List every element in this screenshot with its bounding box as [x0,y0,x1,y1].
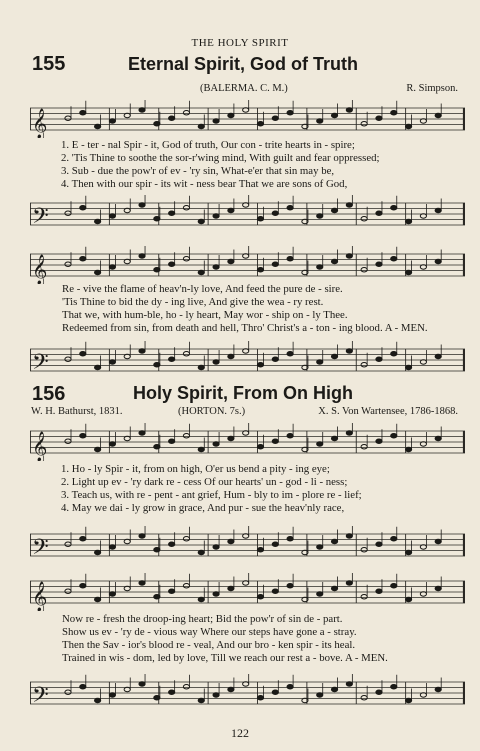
lyric-line: Trained in wis - dom, led by love, Till we reach our rest a - bove. A - MEN. [62,652,388,664]
staff-lines [30,246,465,284]
music-staff [30,195,465,233]
lyric-line: Re - vive the flame of heav'n-ly love, And feed the pure de - sire. [62,283,343,295]
lyric-line: 4. Then with our spir - its wit - ness bear That we are sons of God, [61,178,348,190]
lyric-line: Show us ev - 'ry de - vious way Where our steps have gone a - stray. [62,626,357,638]
lyric-line: Redeemed from sin, from death and hell, Thro' Christ's a - ton - ing blood. A - MEN. [62,322,428,334]
lyric-line: 1. E - ter - nal Spir - it, God of truth, Our con - trite hearts in - spire; [61,139,355,151]
lyric-line: Now re - fresh the droop-ing heart; Bid the pow'r of sin de - part. [62,613,343,625]
lyric-line: 3. Teach us, with re - pent - ant grief, Hum - bly to im - plore re - lief; [61,489,362,501]
music-staff [30,246,465,284]
hymn-title: Eternal Spirit, God of Truth [128,54,359,74]
music-staff [30,674,465,712]
svg-text:𝄢: 𝄢 [32,350,49,379]
verse-block [62,613,472,665]
music-staff [30,100,465,138]
lyric-line: 'Tis Thine to bid the dy - ing live, And give the wea - ry rest. [62,296,324,308]
lyric-line: 2. Light up ev - 'ry dark re - cess Of our hearts' un - god - li - ness; [61,476,348,488]
lyric-line: 1. Ho - ly Spir - it, from on high, O'er us bend a pity - ing eye; [61,463,330,475]
hymn-title: Holy Spirit, From On High [133,383,353,403]
hymn-number: 155 [32,53,66,75]
hymn-number: 156 [32,383,66,405]
staff-lines [30,423,465,461]
staff-lines [30,195,465,233]
staff-lines [30,341,465,379]
svg-text:𝄢: 𝄢 [32,683,49,712]
lyric-line: 3. Sub - due the pow'r of ev - 'ry sin, What-e'er that sin may be, [61,165,335,177]
music-staff [30,526,465,564]
svg-text:𝄞: 𝄞 [32,582,48,611]
lyric-line: Then the Sav - ior's blood re - veal, And our bro - ken spir - its heal. [62,639,356,651]
lyric-line: 4. May we dai - ly grow in grace, And pur - sue the heav'nly race, [61,502,345,514]
svg-text:𝄞: 𝄞 [32,255,48,284]
tune-name: (BALERMA. C. M.) [200,83,288,94]
page-number: 122 [231,726,249,740]
verse-block [61,463,471,515]
lyric-line: 2. 'Tis Thine to soothe the sor-r'wing mind, With guilt and fear oppressed; [61,152,380,164]
author-credit: R. Simpson. [406,83,458,94]
svg-text:𝄢: 𝄢 [32,535,49,564]
svg-text:𝄢: 𝄢 [32,204,49,233]
staff-lines [30,100,465,138]
svg-text:𝄞: 𝄞 [32,432,48,461]
composer-credit: X. S. Von Wartensee, 1786-1868. [318,406,458,417]
svg-text:𝄞: 𝄞 [32,109,48,138]
music-staff [30,573,465,611]
section-header: THE HOLY SPIRIT [191,37,289,49]
author-credit: W. H. Bathurst, 1831. [31,406,123,417]
verse-block [62,283,472,335]
staff-lines [30,526,465,564]
lyric-line: That we, with hum-ble, ho - ly heart, May wor - ship on - ly Thee. [62,309,348,321]
music-staff [30,341,465,379]
verse-block [61,139,471,191]
staff-lines [30,674,465,712]
music-staff [30,423,465,461]
staff-lines [30,573,465,611]
tune-name: (HORTON. 7s.) [178,406,246,417]
